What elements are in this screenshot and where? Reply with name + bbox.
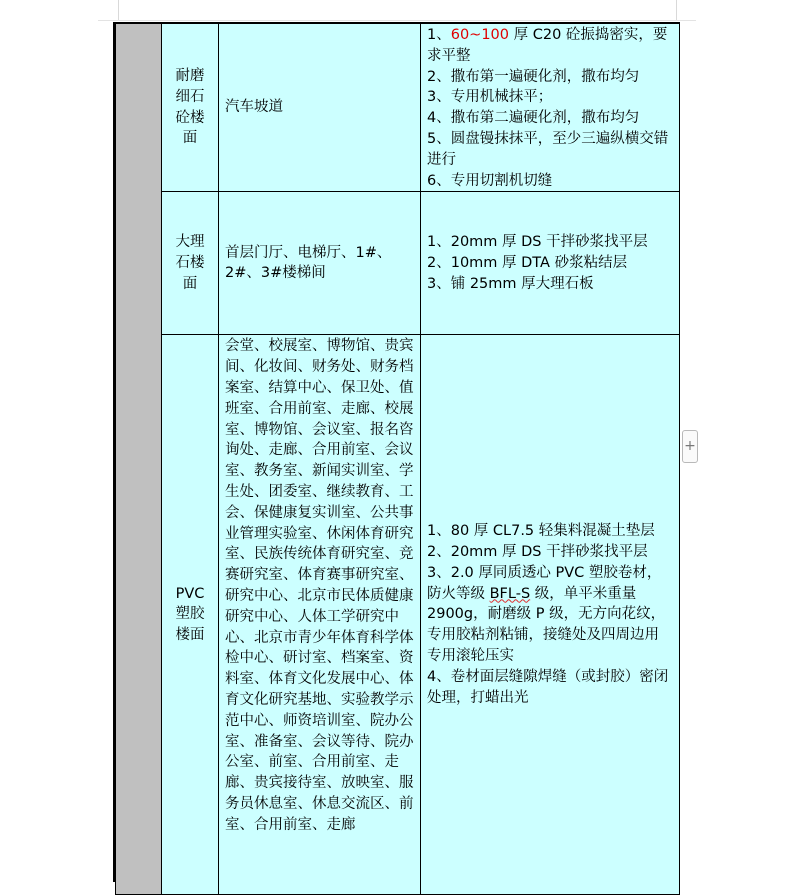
location-cell[interactable]: [219, 24, 421, 192]
floor-type-cell[interactable]: [162, 192, 219, 335]
table-row: [116, 24, 680, 192]
step-line: 1、20mm 厚 DS 干拌砂浆找平层: [427, 234, 648, 251]
floor-type-name: 耐磨细石砼楼面: [175, 68, 205, 147]
page-margin-mark-right: [676, 0, 677, 20]
page-margin-mark-left: [118, 0, 119, 20]
location-text: 首层门厅、电梯厅、1#、2#、3#楼梯间: [225, 244, 392, 282]
step-line: 2、10mm 厚 DTA 砂浆粘结层: [427, 254, 628, 271]
page-top-margin-line: [98, 20, 696, 21]
gray-side-cell: [116, 24, 162, 895]
spellcheck-flagged-text[interactable]: BFL-S: [489, 585, 531, 602]
expand-plus-button[interactable]: [682, 430, 698, 463]
document-table: [113, 22, 680, 882]
step-line: 4、卷材面层缝隙焊缝（或封胶）密闭处理，打蜡出光: [427, 668, 669, 706]
step-line: 3、专用机械抹平；: [427, 89, 553, 106]
floor-type-cell[interactable]: [162, 335, 219, 895]
construction-steps-cell[interactable]: [421, 335, 680, 895]
highlighted-value: 60~100: [450, 27, 510, 43]
step-line: 1、80 厚 CL7.5 轻集料混凝土垫层: [427, 523, 655, 540]
floor-type-name: 大理石楼面: [175, 234, 205, 292]
location-cell[interactable]: [219, 335, 421, 895]
floor-type-cell[interactable]: [162, 24, 219, 192]
step-line: 1、60~100 厚 C20 砼振捣密实，要求平整: [427, 27, 668, 64]
construction-steps-cell[interactable]: [421, 24, 680, 192]
floor-type-name: PVC塑胶楼面: [175, 585, 205, 644]
plus-icon: +: [684, 438, 696, 454]
location-text: 会堂、校展室、博物馆、贵宾间、化妆间、财务处、财务档案室、结算中心、保卫处、值班室、合用前室、走廊、校展室、博物馆、会议室、报名咨询处、走廊、合用前室、会议室、教务室、新闻实训室、学生处、团委室、继续教育、工会、保健康复实训室、公共事业管理实验室、休闲体育研究室、民族传统体育研究室、竞赛研究室、体育赛事研究室、研究中心、北京市民体质健康研究中心、人体工学研究中心、北京市青少年体育科学体检中心、研讨室、档案室、资料室、体育文化发展中心、体育文化研究基地、实验教学示范中心、师资培训室、院办公室、准备室、会议等待、院办公室、前室、合用前室、走廊、贵宾接待室、放映室、服务员休息室、休息交流区、前室、合用前室、走廊: [225, 338, 414, 833]
location-text: 汽车坡道: [225, 99, 283, 116]
location-cell[interactable]: [219, 192, 421, 335]
step-line: 3、2.0 厚同质透心 PVC 塑胶卷材，防火等级 BFL-S 级，单平米重量 2900g，耐磨级 P 级，无方向花纹，专用胶粘剂粘铺，接缝处及四周边用专用滚轮压实: [427, 564, 666, 665]
step-line: 5、圆盘镘抹抹平，至少三遍纵横交错进行: [427, 130, 669, 168]
step-line: 6、专用切割机切缝: [427, 172, 553, 189]
step-line: 3、铺 25mm 厚大理石板: [427, 275, 594, 292]
step-line: 2、撒布第一遍硬化剂，撒布均匀: [427, 68, 640, 85]
step-line: 4、撒布第二遍硬化剂，撒布均匀: [427, 110, 640, 127]
step-line: 2、20mm 厚 DS 干拌砂浆找平层: [427, 544, 648, 561]
table-row: [116, 335, 680, 895]
construction-steps-cell[interactable]: [421, 192, 680, 335]
table-row: [116, 192, 680, 335]
